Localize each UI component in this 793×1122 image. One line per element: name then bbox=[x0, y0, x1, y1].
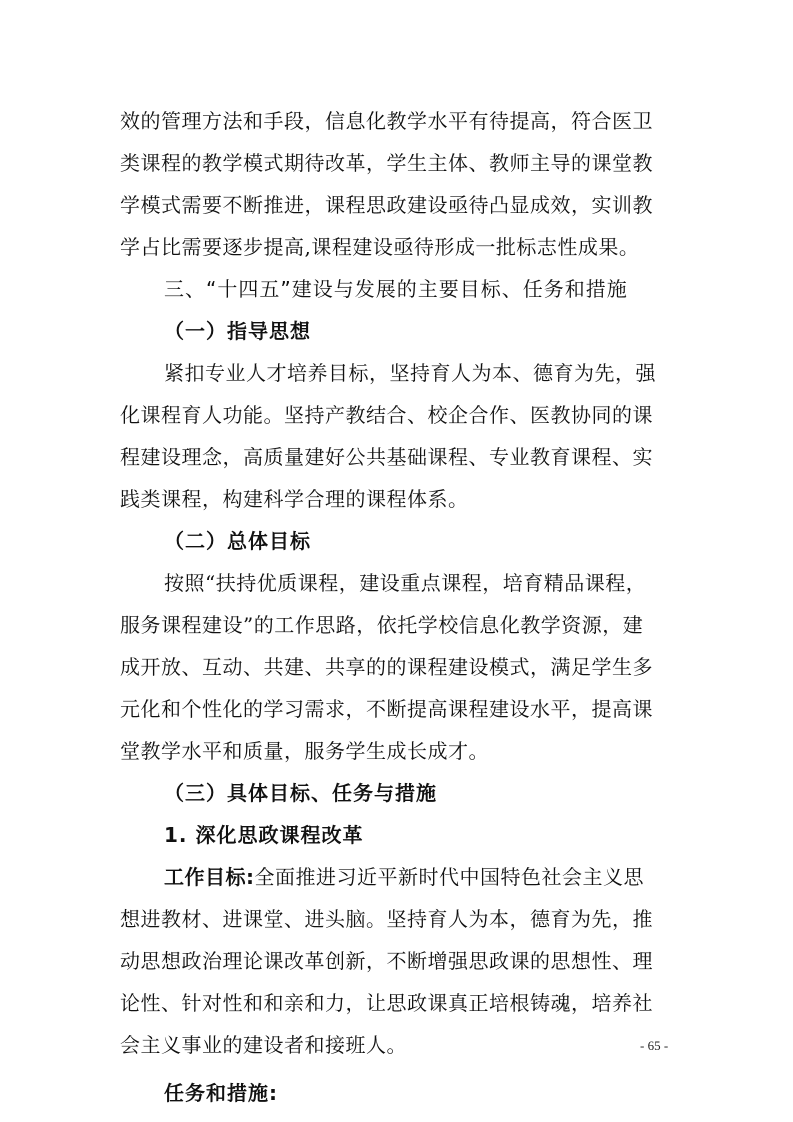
tasks-measures-label: 任务和措施: bbox=[164, 1081, 278, 1105]
paragraph-line: 学占比需要逐步提高,课程建设亟待形成一批标志性成果。 bbox=[120, 235, 640, 259]
paragraph-line: 效的管理方法和手段，信息化教学水平有待提高，符合医卫 bbox=[120, 109, 653, 133]
paragraph-line: 论性、针对性和和亲和力，让思政课真正培根铸魂，培养社 bbox=[120, 991, 653, 1015]
paragraph-text: 全面推进习近平新时代中国特色社会主义思 bbox=[254, 865, 644, 889]
paragraph-line: 化课程育人功能。坚持产教结合、校企合作、医教协同的课 bbox=[120, 403, 653, 427]
paragraph-line: 服务课程建设”的工作思路，依托学校信息化教学资源，建 bbox=[120, 613, 644, 637]
section-heading: 三、“十四五”建设与发展的主要目标、任务和措施 bbox=[164, 277, 628, 301]
paragraph-line: 成开放、互动、共建、共享的的课程建设模式，满足学生多 bbox=[120, 655, 653, 679]
paragraph-line: 元化和个性化的学习需求，不断提高课程建设水平，提高课 bbox=[120, 697, 653, 721]
subsection-heading-3: （三）具体目标、任务与措施 bbox=[164, 781, 437, 805]
paragraph-line: 堂教学水平和质量，服务学生成长成才。 bbox=[120, 739, 489, 763]
paragraph-line: 按照“扶持优质课程，建设重点课程，培育精品课程， bbox=[164, 571, 647, 595]
paragraph-line: 紧扣专业人才培养目标，坚持育人为本、德育为先，强 bbox=[164, 361, 656, 385]
paragraph-line: 动思想政治理论课改革创新，不断增强思政课的思想性、理 bbox=[120, 949, 653, 973]
document-body bbox=[120, 100, 680, 1114]
paragraph-line: 践类课程，构建科学合理的课程体系。 bbox=[120, 487, 469, 511]
paragraph-line: 程建设理念，高质量建好公共基础课程、专业教育课程、实 bbox=[120, 445, 653, 469]
page-number: - 65 - bbox=[640, 1038, 669, 1053]
paragraph-line: 会主义事业的建设者和接班人。 bbox=[120, 1033, 407, 1057]
work-goal-label: 工作目标: bbox=[164, 865, 255, 889]
paragraph-line: 学模式需要不断推进，课程思政建设亟待凸显成效，实训教 bbox=[120, 193, 653, 217]
subsection-heading-2: （二）总体目标 bbox=[164, 529, 311, 553]
item-heading-1: 1. 深化思政课程改革 bbox=[164, 823, 364, 847]
paragraph-line: 类课程的教学模式期待改革，学生主体、教师主导的课堂教 bbox=[120, 151, 653, 175]
paragraph-line: 想进教材、进课堂、进头脑。坚持育人为本，德育为先，推 bbox=[120, 907, 653, 931]
subsection-heading-1: （一）指导思想 bbox=[164, 319, 311, 343]
paragraph-line bbox=[120, 856, 680, 898]
